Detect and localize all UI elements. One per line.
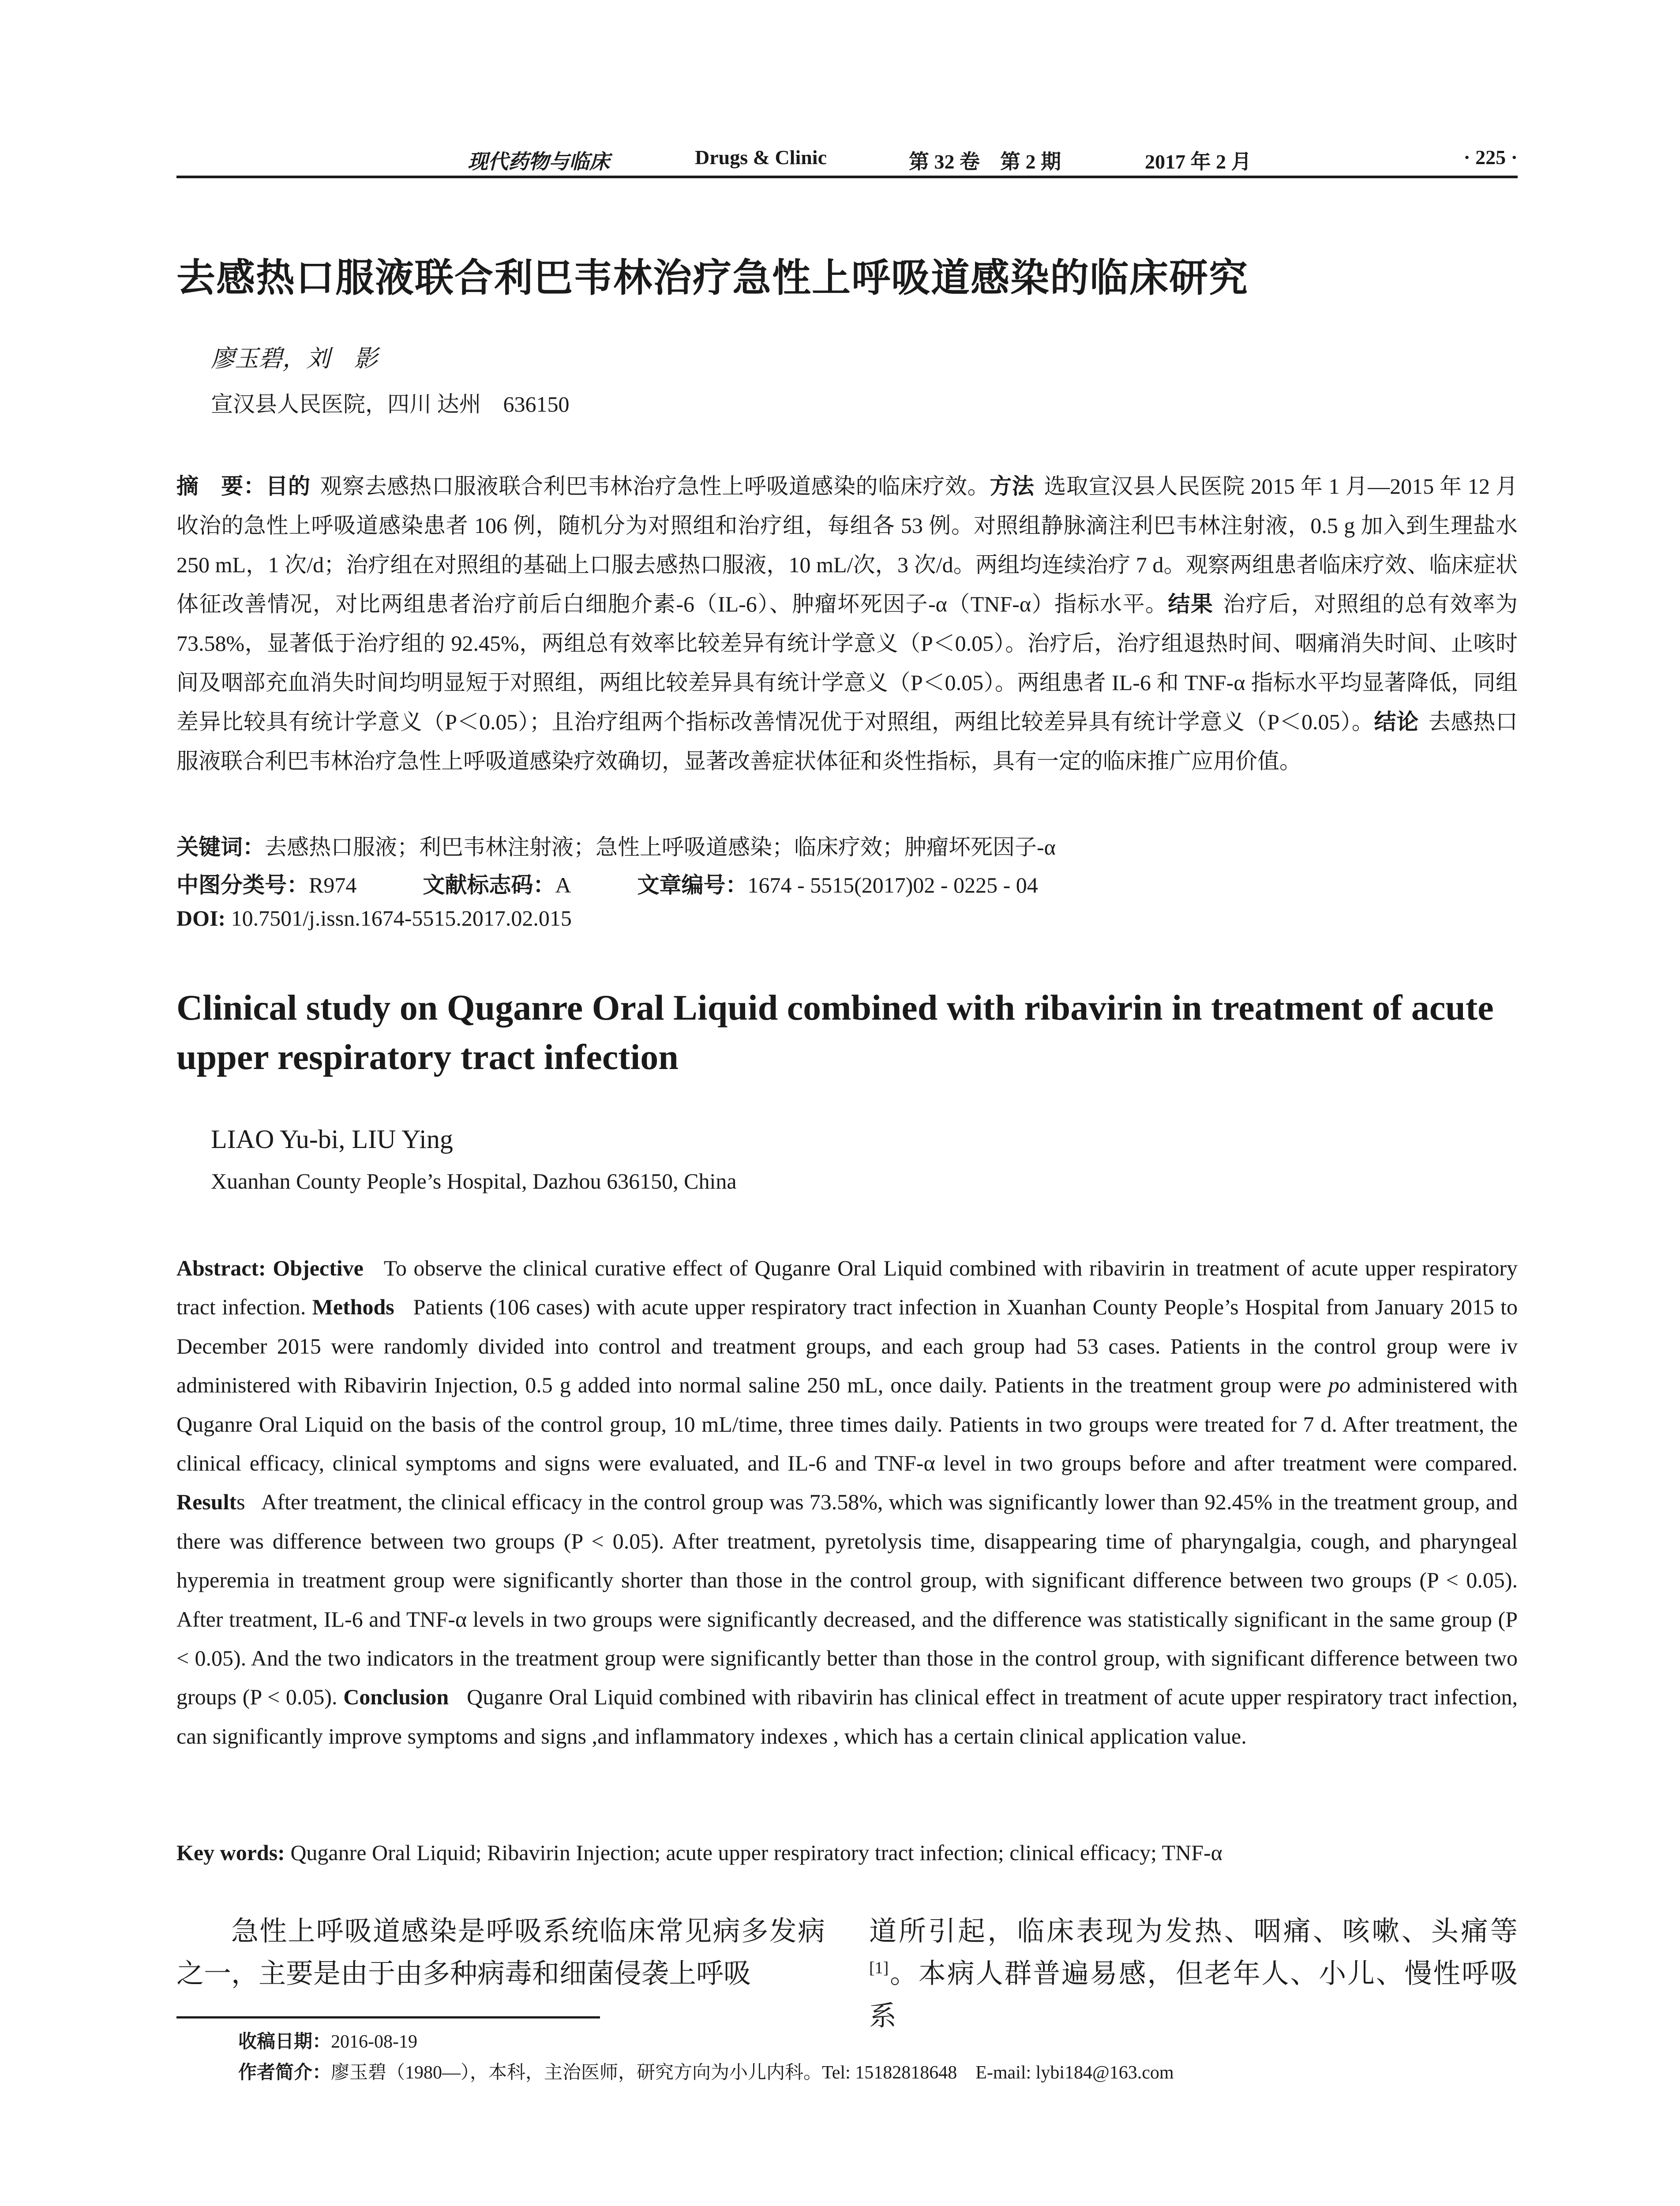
footnote-received-date: [238, 2027, 417, 2053]
author-bio-label: 作者简介：: [238, 2061, 331, 2083]
clc-code: [176, 873, 356, 897]
body-text-right-column: [869, 1910, 1518, 2037]
abstract-label-en: Abstract:: [176, 1256, 266, 1280]
received-value: 2016-08-19: [331, 2032, 417, 2052]
objective-label-cn: 目的: [266, 473, 311, 499]
doi-value: 10.7501/j.issn.1674-5515.2017.02.015: [231, 906, 572, 930]
methods-text-cn: 选取宣汉县人民医院 2015 年 1 月—2015 年 12 月收治的急性上呼吸道感染患者 106 例，随机分为对照组和治疗组，每组各 53 例。对照组静脉滴注利巴韦林注射液，0.5 g 加入到生理盐水 250 mL，1 次/d；治疗组在对照组的基础上口服去感热口服液，10 mL/次，3 次/d。两组均连续治疗 7 d。观察两组患者临床疗效、临床症状体征改善情况，对比两组患者治疗前后白细胞介素-6（IL-6）、肿瘤坏死因子-α（TNF-α）指标水平。: [176, 474, 1518, 616]
objective-text-en: To observe the clinical curative effect of Quganre Oral Liquid combined with ribavirin in treatment of acute upper respiratory tract infection.: [176, 1256, 1518, 1320]
abstract-en: [176, 1249, 1518, 1756]
doc-code-label: 文献标志码：: [423, 872, 555, 898]
methods-label-cn: 方法: [990, 473, 1035, 499]
footnote-author-bio: [238, 2058, 1174, 2084]
conclusion-text-cn: 去感热口服液联合利巴韦林治疗急性上呼吸道感染疗效确切，显著改善症状体征和炎性指标，具有一定的临床推广应用价值。: [176, 709, 1518, 773]
journal-name-en: Drugs & Clinic: [695, 146, 827, 169]
clc-value: R974: [309, 873, 357, 897]
abstract-cn: [176, 467, 1518, 781]
conclusion-text-en: Quganre Oral Liquid combined with ribavirin has clinical effect in treatment of acute upper respiratory tract infection, can significantly improve symptoms and signs ,and inflammatory indexes , which has a certain clinical application value.: [176, 1685, 1518, 1748]
objective-label-en: Objective: [273, 1256, 364, 1280]
conclusion-label-en: Conclusion: [343, 1685, 449, 1710]
methods-label-en: Methods: [312, 1294, 394, 1320]
authors-en: LIAO Yu-bi, LIU Ying: [211, 1125, 453, 1154]
methods-text-en-2: administered with Quganre Oral Liquid on the basis of the control group, 10 mL/time, three times daily. Patients in two groups were treated for 7 d. After treatment, the clinical efficacy, clinical symptoms and signs were evaluated, and IL-6 and TNF-α level in two groups before and after treatment were compared.: [176, 1373, 1518, 1476]
doc-code-value: A: [555, 873, 571, 897]
results-text-cn: 治疗后，对照组的总有效率为 73.58%，显著低于治疗组的 92.45%，两组总有效率比较差异有统计学意义（P＜0.05）。治疗后，治疗组退热时间、咽痛消失时间、止咳时间及咽部充血消失时间均明显短于对照组，两组比较差异具有统计学意义（P＜0.05）。两组患者 IL-6 和 TNF-α 指标水平均显著降低，同组差异比较具有统计学意义（P＜0.05）；且治疗组两个指标改善情况优于对照组，两组比较差异具有统计学意义（P＜0.05）。: [176, 592, 1518, 734]
reference-marker: [1]: [869, 1958, 889, 1977]
methods-text-en-1: Patients (106 cases) with acute upper respiratory tract infection in Xuanhan County People’s Hospital from January 2015 to December 2015 were randomly divided into control and treatment groups, and each group had 53 cases. Patients in the control group were iv administered with Ribavirin Injection, 0.5 g added into normal saline 250 mL, once daily. Patients in the treatment group were: [176, 1294, 1518, 1398]
keywords-cn: [176, 829, 1056, 861]
results-label-tail-en: s: [236, 1489, 245, 1515]
document-code: [423, 873, 571, 897]
received-label: 收稿日期：: [238, 2030, 331, 2052]
results-text-en: After treatment, the clinical efficacy in the control group was 73.58%, which was significantly lower than 92.45% in the treatment group, and there was difference between two groups (P < 0.05). After treatment, pyretolysis time, disappearing time of pharyngalgia, cough, and pharyngeal hyperemia in treatment group were significantly shorter than those in the control group, with significant difference between two groups (P < 0.05). After treatment, IL-6 and TNF-α levels in two groups were significantly decreased, and the difference was statistically significant in the same group (P < 0.05). And the two indicators in the treatment group were significantly better than those in the control group, with significant difference between two groups (P < 0.05).: [176, 1489, 1518, 1710]
journal-name-cn: 现代药物与临床: [468, 150, 610, 173]
methods-po: po: [1328, 1373, 1350, 1398]
author-bio-value: 廖玉碧（1980—），本科，主治医师，研究方向为小儿内科。Tel: 15182818648 E-mail: lybi184@163.com: [331, 2063, 1174, 2083]
keywords-en: [176, 1840, 1222, 1865]
results-label-cn: 结果: [1168, 591, 1214, 617]
clc-label: 中图分类号：: [176, 872, 309, 898]
objective-text-cn: 观察去感热口服液联合利巴韦林治疗急性上呼吸道感染的临床疗效。: [320, 474, 990, 499]
footnote-divider: [176, 2016, 600, 2018]
keywords-value-en: Quganre Oral Liquid; Ribavirin Injection; acute upper respiratory tract infection; clinical efficacy; TNF-α: [290, 1840, 1222, 1865]
classification-line: [176, 867, 1038, 899]
body-right-text-1: 道所引起，临床表现为发热、咽痛、咳嗽、头痛等: [869, 1917, 1518, 1947]
volume-issue: 第 32 卷 第 2 期: [909, 150, 1061, 173]
doi-line: [176, 905, 572, 931]
conclusion-label-cn: 结论: [1374, 709, 1419, 735]
results-label-en: Result: [176, 1489, 237, 1515]
doi-label: DOI:: [176, 906, 226, 930]
body-text-left-column: 急性上呼吸道感染是呼吸系统临床常见病多发病之一，主要是由于由多种病毒和细菌侵袭上呼吸: [176, 1917, 825, 1989]
keywords-value-cn: 去感热口服液；利巴韦林注射液；急性上呼吸道感染；临床疗效；肿瘤坏死因子-α: [265, 835, 1056, 859]
article-title-en: Clinical study on Quganre Oral Liquid combined with ribavirin in treatment of acute upper respiratory tract infection: [176, 987, 1494, 1077]
article-no-value: 1674 - 5515(2017)02 - 0225 - 04: [747, 873, 1038, 897]
article-number: [637, 873, 1038, 897]
authors-cn: 廖玉碧，刘 影: [211, 345, 378, 372]
keywords-label-en: Key words:: [176, 1840, 285, 1865]
running-header: [176, 142, 1518, 178]
article-no-label: 文章编号：: [637, 872, 748, 898]
abstract-label-cn: 摘 要：: [176, 473, 266, 499]
issue-date: 2017 年 2 月: [1145, 150, 1252, 173]
article-title-cn: 去感热口服液联合利巴韦林治疗急性上呼吸道感染的临床研究: [176, 255, 1249, 300]
body-right-text-2: 。本病人群普遍易感，但老年人、小儿、慢性呼吸系: [869, 1959, 1518, 2031]
affiliation-cn: 宣汉县人民医院，四川 达州 636150: [211, 392, 570, 416]
page-number: · 225 ·: [1463, 146, 1518, 169]
affiliation-en: Xuanhan County People’s Hospital, Dazhou 636150, China: [211, 1169, 737, 1193]
keywords-label-cn: 关键词：: [176, 834, 265, 860]
